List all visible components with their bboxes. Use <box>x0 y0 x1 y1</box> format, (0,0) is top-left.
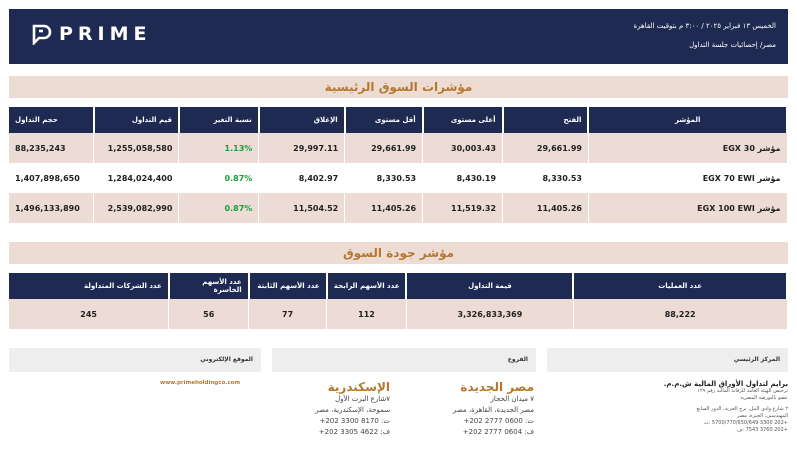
quality-header-row <box>9 273 787 299</box>
value-cell: 1,284,024,400 <box>94 163 179 193</box>
branch-fax: ف: 4622 3305 202+ <box>318 428 390 436</box>
index-name-cell: مؤشر EGX 30 <box>588 133 787 163</box>
indices-table <box>9 107 788 223</box>
close-cell: 11,504.52 <box>259 193 345 223</box>
market-quality-title: مؤشر جودة السوق <box>9 242 788 264</box>
branch-alexandria <box>272 380 390 438</box>
report-subtitle: مصر/ إحصائيات جلسة التداول <box>689 41 776 49</box>
index-name-cell: مؤشر EGX 100 EWI <box>588 193 787 223</box>
branch-fax: ف: 0604 2777 202+ <box>462 428 534 436</box>
table-row <box>9 163 787 193</box>
hq-fax: +202 3760 7543 :ف <box>737 427 788 433</box>
table-row <box>9 193 787 223</box>
hq-heading: المركز الرئيسي <box>547 348 788 372</box>
gainers-cell: 112 <box>327 299 407 329</box>
col-change: نسبة التغير <box>179 107 259 133</box>
close-cell: 8,402.97 <box>259 163 345 193</box>
change-cell: 0.87% <box>179 163 259 193</box>
website-link[interactable]: www.primeholdingco.com <box>160 380 241 386</box>
branch-address-line: ٧ ميدان الحجاز <box>490 395 534 403</box>
col-high: أعلى مستوى <box>423 107 503 133</box>
website-heading: الموقع الإلكتروني <box>9 348 261 372</box>
traded-value-cell: 3,326,833,369 <box>406 299 573 329</box>
branch-phone: ت: 0600 2777 202+ <box>463 417 534 425</box>
col-low: أقل مستوى <box>345 107 423 133</box>
company-name: برايم لتداول الأوراق المالية ش.م.م. <box>663 380 788 388</box>
col-traded-value: قيمة التداول <box>406 273 573 299</box>
table-row <box>9 299 787 329</box>
col-close: الإغلاق <box>259 107 345 133</box>
branch-phone: ت: 8170 3300 202+ <box>319 417 390 425</box>
branch-address-line: مصر الجديدة، القاهرة، مصر <box>452 406 534 414</box>
col-transactions: عدد العمليات <box>573 273 787 299</box>
open-cell: 29,661.99 <box>503 133 589 163</box>
branch-heliopolis <box>412 380 534 438</box>
branch-address-line: سموحة، الإسكندرية، مصر <box>315 406 390 414</box>
branch-city: الإسكندرية <box>327 380 390 394</box>
unchanged-cell: 77 <box>249 299 327 329</box>
open-cell: 8,330.53 <box>503 163 589 193</box>
indices-header-row <box>9 107 787 133</box>
change-cell: 1.13% <box>179 133 259 163</box>
branches-heading: الفروع <box>272 348 536 372</box>
col-index: المؤشر <box>588 107 787 133</box>
value-cell: 1,255,058,580 <box>94 133 179 163</box>
losers-cell: 56 <box>169 299 249 329</box>
close-cell: 29,997.11 <box>259 133 345 163</box>
low-cell: 11,405.26 <box>345 193 423 223</box>
hq-phone: +202 3300 5700/770/650/649 :ت <box>703 420 788 426</box>
table-row <box>9 133 787 163</box>
report-date: الخميس ١٣ فبراير ٢٠٢٥ / ٣:٠٠ م بتوقيت القاهرة <box>633 22 776 30</box>
change-cell: 0.87% <box>179 193 259 223</box>
volume-cell: 1,407,898,650 <box>9 163 94 193</box>
main-indices-title: مؤشرات السوق الرئيسية <box>9 76 788 98</box>
report-header <box>9 9 788 64</box>
prime-logo-icon <box>31 23 53 45</box>
head-office <box>600 380 788 434</box>
quality-table <box>9 273 788 329</box>
col-losers: عدد الأسهم الخاسرة <box>169 273 249 299</box>
high-cell: 30,003.43 <box>423 133 503 163</box>
col-open: الفتح <box>503 107 589 133</box>
volume-cell: 88,235,243 <box>9 133 94 163</box>
low-cell: 29,661.99 <box>345 133 423 163</box>
col-traded-companies: عدد الشركات المتداولة <box>9 273 169 299</box>
open-cell: 11,405.26 <box>503 193 589 223</box>
volume-cell: 1,496,133,890 <box>9 193 94 223</box>
value-cell: 2,539,082,990 <box>94 193 179 223</box>
col-unchanged: عدد الأسهم الثابتة <box>249 273 327 299</box>
col-volume: حجم التداول <box>9 107 94 133</box>
high-cell: 11,519.32 <box>423 193 503 223</box>
col-gainers: عدد الأسهم الرابحة <box>327 273 407 299</box>
hq-address-line: ٢ شارع وادي النيل، برج الحرية، الدور السابع <box>696 406 788 412</box>
branch-address-line: ٧شارع البرت الأول <box>335 395 390 403</box>
hq-address-line: المهندسين، الجيزة، مصر <box>737 413 788 419</box>
license-line: ترخيص الهيئة العامة للرقابة المالية رقم ١٢٩ <box>697 388 788 394</box>
high-cell: 8,430.19 <box>423 163 503 193</box>
prime-logo <box>31 23 152 45</box>
col-value: قيم التداول <box>94 107 179 133</box>
license-line: عضو بالبورصة المصرية <box>740 395 788 401</box>
brand-name: PRIME <box>59 23 152 45</box>
low-cell: 8,330.53 <box>345 163 423 193</box>
branch-city: مصر الجديدة <box>460 380 534 394</box>
traded-companies-cell: 245 <box>9 299 169 329</box>
index-name-cell: مؤشر EGX 70 EWI <box>588 163 787 193</box>
transactions-cell: 88,222 <box>573 299 787 329</box>
